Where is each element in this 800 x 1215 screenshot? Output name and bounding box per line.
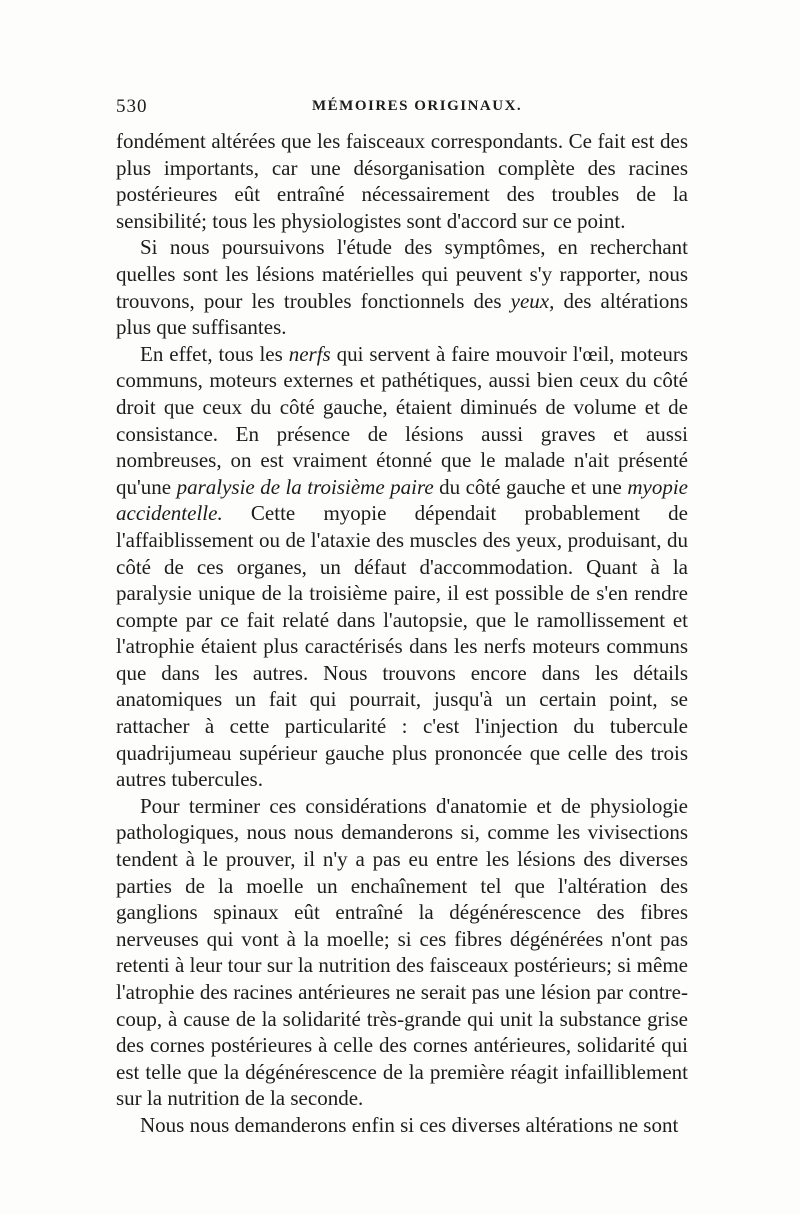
paragraph-conclusion: Pour terminer ces considérations d'anatomie et de physiologie pathologiques, nous nous demanderons si, comme les vivisections tendent à le prouver, il n'y a pas eu entre les lésions des diverses parties de la moelle un enchaînement tel que l'altération des ganglions spinaux eût entraîné la dégénérescence des fibres nerveuses qui vont à la moelle; si ces fibres dégénérées n'ont pas retenti à leur tour sur la nutrition des faisceaux postérieurs; si même l'atrophie des racines antérieures ne serait pas une lésion par contre-coup, à cause de la solidarité très-grande qui unit la substance grise des cornes postérieures à celle des cornes antérieures, solidarité qui est telle que la dégénérescence de la première réagit infailliblement sur la nutrition de la seconde. <box>116 793 688 1111</box>
paragraph-final-line: Nous nous demanderons enfin si ces diverses altérations ne sont <box>140 1112 679 1137</box>
paragraph-text: Cette myopie dépendait probablement de l'affaiblissement ou de l'ataxie des muscles des yeux, produisant, du côté de ces organes, un défaut d'accommodation. Quant à la paralysie unique de la troisième paire, il est possible de s'en rendre compte par ce fait relaté dans l'autopsie, que le ramollissement et l'atrophie étaient plus caractérisés dans les nerfs moteurs communs que dans les autres. Nous trouvons encore dans les détails anatomiques un fait qui pourrait, jusqu'à un certain point, se rattacher à cette particularité : c'est l'injection du tubercule quadrijumeau supérieur gauche plus prononcée que celle des trois autres tubercules. <box>116 501 688 792</box>
italic-term-yeux: yeux, <box>510 288 555 313</box>
italic-term-nerfs: nerfs <box>288 341 331 366</box>
page-header <box>116 96 686 124</box>
body-text <box>116 128 688 1139</box>
paragraph-symptoms <box>116 234 688 340</box>
paragraph-nerves <box>116 341 688 793</box>
paragraph-text: des altérations plus que suffisantes. <box>116 288 688 340</box>
paragraph-text: En effet, tous les <box>140 341 289 366</box>
paragraph-text: qui servent à faire mouvoir l'œil, moteurs communs, moteurs externes et pathétiques, aussi bien ceux du côté droit que ceux du côté gauche, étaient diminués de volume et de consistance. En présence de lésions aussi graves et aussi nombreuses, on est vraiment étonné que le malade n'ait présenté qu'une <box>116 341 689 499</box>
running-title: MÉMOIRES ORIGINAUX. <box>312 98 523 114</box>
paragraph-continuation: fondément altérées que les faisceaux correspondants. Ce fait est des plus importants, car une désorganisation complète des racines postérieures eût entraîné nécessairement des troubles de la sensibilité; tous les physiologistes sont d'accord sur ce point. <box>116 129 688 233</box>
paragraph-text: du côté gauche et une <box>433 474 628 499</box>
italic-term-myopie: myopie accidentelle. <box>116 474 688 526</box>
italic-term-paralysie: paralysie de la troisième paire <box>176 474 434 499</box>
page-number: 530 <box>116 96 148 117</box>
paragraph-text: Si nous poursuivons l'étude des symptômes, en recherchant quelles sont les lésions matérielles qui peuvent s'y rapporter, nous trouvons, pour les troubles fonctionnels des <box>116 235 688 313</box>
